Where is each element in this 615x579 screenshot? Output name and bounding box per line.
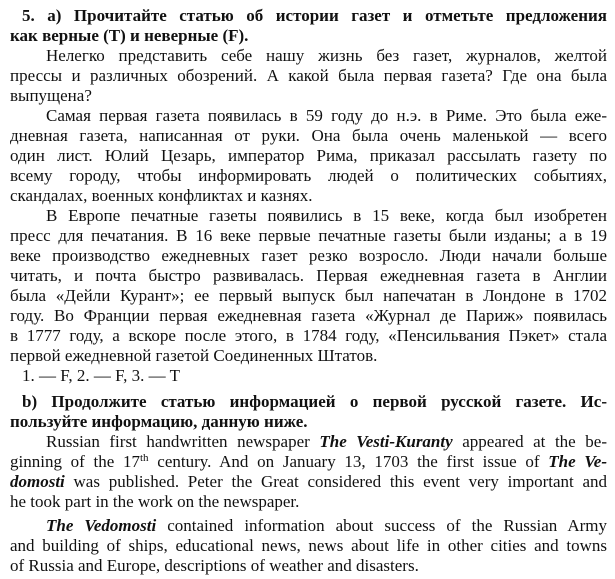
p1-line-3-text-post: was published. Peter the Great considered this event very important and [64,472,607,491]
p2-line-1-text-post: contained information about success of the Russian Army [156,516,607,535]
newspaper-title-vesti-kuranty: The Vesti-Kuranty [319,432,453,451]
intro-line-1: Нелегко представить себе нашу жизнь без газет, журналов, желтой [46,46,607,65]
ordinal-suffix: th [140,452,149,464]
para2-line-8: первой ежедневной газетой Соединенных Штатов. [10,346,378,365]
para2-line-3: веке производство ежедневных газет резко возросло. Люди начали больше [10,246,607,265]
p2-line-2: and building of ships, educational news, news about life in other cities and towns [10,536,607,555]
p1-line-2-text-mid: century. And on January 13, 1703 the first issue of [148,452,549,471]
para1-line-3: один лист. Юлий Цезарь, император Рима, приказал рассылать газету по [10,146,607,165]
para1-line-2: дневная газета, написанная от руки. Она была очень маленькой — всего [10,126,607,145]
task-a-heading-line-1: 5. а) Прочитайте статью об истории газет и отметьте предложения [22,6,607,25]
p1-line-4: he took part in the work on the newspaper. [10,492,300,511]
task-b-heading-line-2: пользуйте информацию, данную ниже. [10,412,308,431]
intro-line-3: выпущена? [10,86,92,105]
para1-line-1: Самая первая газета появилась в 59 году до н.э. в Риме. Это была еже- [46,106,607,125]
p2-line-3: of Russia and Europe, descriptions of weather and disasters. [10,556,419,575]
para1-line-4: всему городу, чтобы информировать людей о политических событиях, [10,166,607,185]
para1-line-5: скандалах, военных конфликтах и казнях. [10,186,313,205]
p1-line-3 [10,472,607,492]
para2-line-6: году. Во Франции первая ежедневная газета «Журнал де Париж» появилась [10,306,607,325]
newspaper-title-vedomosti: The Vedomosti [46,516,157,535]
para2-line-7: в 1777 году, а вскоре после этого, в 1784 году, «Пенсильвания Пэкет» стала [10,326,607,345]
newspaper-title-vedomosti-part-1: The Ve- [548,452,607,471]
para2-line-4: читать, и почта быстро развивалась. Первая ежедневная газета в Англии [10,266,607,285]
task-b-heading-line-1: b) Продолжите статью информацией о первой русской газете. Ис- [22,392,607,411]
p1-line-2-text-pre: ginning of the 17 [10,452,140,471]
answer-key: 1. — F, 2. — F, 3. — T [22,366,181,385]
para2-line-1: В Европе печатные газеты появились в 15 веке, когда был изобретен [46,206,607,225]
para2-line-5: была «Дейли Курант»; ее первый выпуск был напечатан в Лондоне в 1702 [10,286,607,305]
task-a-heading-line-2: как верные (T) и неверные (F). [10,26,249,45]
intro-line-2: прессы и различных обозрений. А какой была первая газета? Где она была [10,66,607,85]
p1-line-1-text-pre: Russian first handwritten newspaper [46,432,320,451]
p1-line-2 [10,452,607,472]
p2-line-1 [46,516,607,536]
p1-line-1 [46,432,607,452]
newspaper-title-vedomosti-part-2: domosti [10,472,65,491]
p1-line-1-text-post: appeared at the be- [452,432,607,451]
para2-line-2: пресс для печатания. В 16 веке первые печатные газеты были изданы; а в 19 [10,226,607,245]
